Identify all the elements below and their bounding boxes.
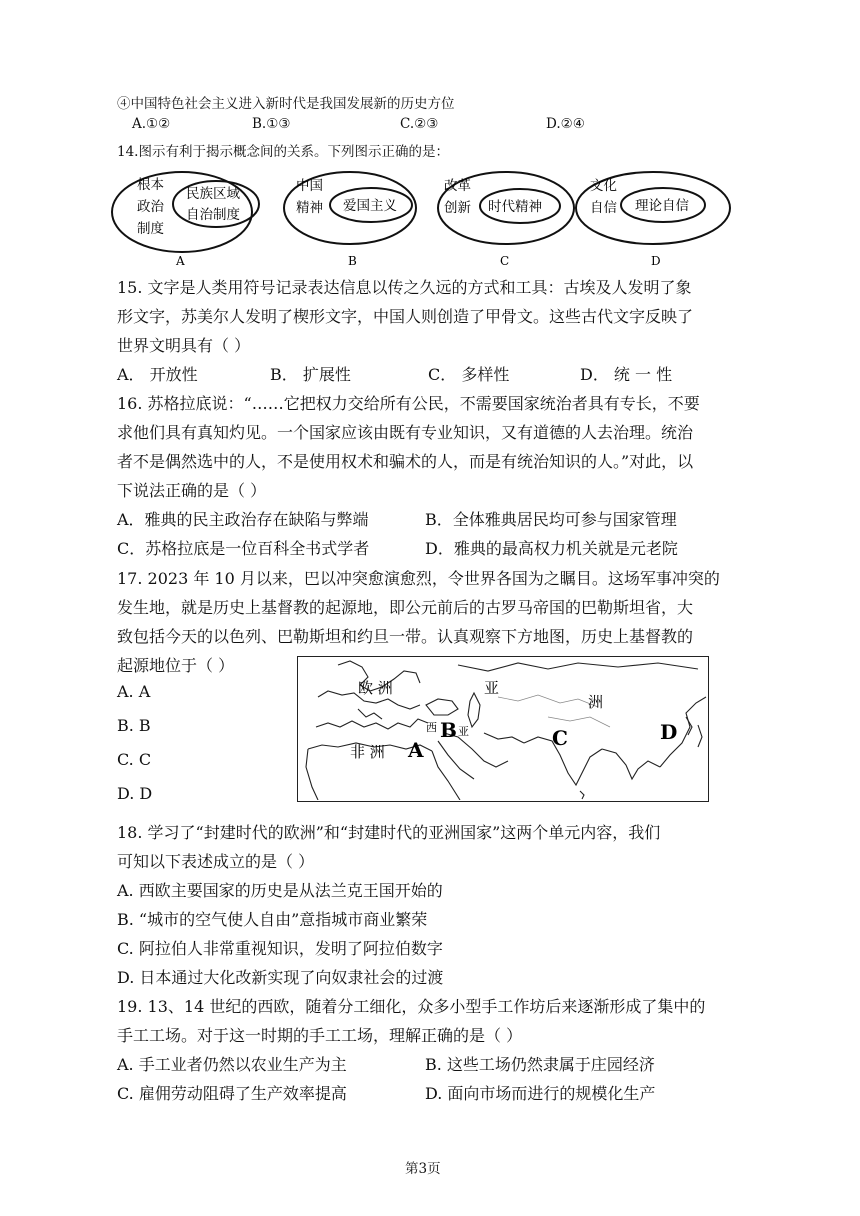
q17-line2: 发生地，就是历史上基督教的起源地，即公元前后的古罗马帝国的巴勒斯坦省，大 — [117, 598, 694, 617]
diagram-c-inner: 时代精神 — [488, 199, 542, 215]
q17-line4: 起源地位于（ ） — [117, 656, 235, 675]
map-label-asia-1: 亚 — [484, 679, 500, 697]
q18-line1: 18. 学习了“封建时代的欧洲”和“封建时代的亚洲国家”这两个单元内容，我们 — [117, 823, 661, 842]
q15-option-b: B． 扩展性 — [270, 365, 351, 384]
map-label-europe: 欧 洲 — [358, 679, 393, 697]
diagram-b-outer-1: 中国 — [296, 178, 323, 194]
diagram-b-outer-2: 精神 — [296, 200, 323, 216]
q13-option-c: C.②③ — [400, 116, 439, 132]
q17-line3: 致包括今天的以色列、巴勒斯坦和约旦一带。认真观察下方地图，历史上基督教的 — [117, 627, 694, 646]
diagram-d-inner: 理论自信 — [635, 198, 689, 214]
q19-option-a: A. 手工业者仍然以农业生产为主 — [117, 1055, 347, 1074]
q18-option-c: C. 阿拉伯人非常重视知识，发明了阿拉伯数字 — [117, 939, 443, 958]
diagram-c — [438, 172, 574, 268]
q15-option-d: D． 统 一 性 — [580, 365, 673, 384]
q19-option-d: D. 面向市场而进行的规模化生产 — [425, 1084, 656, 1103]
diagram-a-outer-1: 根本 — [137, 177, 164, 193]
q19-line1: 19. 13、14 世纪的西欧，随着分工细化，众多小型手工作坊后来逐渐形成了集中的 — [117, 997, 706, 1016]
q17-option-a: A. A — [117, 682, 151, 701]
map-label-ya: 亚 — [458, 725, 469, 738]
map-label-asia-2: 洲 — [588, 693, 604, 711]
diagram-c-letter: C — [500, 254, 510, 268]
q16-line1: 16. 苏格拉底说：“……它把权力交给所有公民，不需要国家统治者具有专长，不要 — [117, 394, 700, 413]
q17-option-d: D. D — [117, 784, 153, 803]
diagram-a — [112, 172, 259, 268]
q14-diagram-figure — [100, 162, 740, 272]
q15-option-c: C． 多样性 — [428, 365, 510, 384]
diagram-a-outer-3: 制度 — [137, 221, 164, 237]
q16-line4: 下说法正确的是（ ） — [117, 481, 267, 500]
q13-option-b: B.①③ — [252, 116, 291, 132]
diagram-d-outer-2: 自信 — [590, 200, 617, 216]
q17-map — [297, 656, 709, 802]
map-point-c: C — [552, 726, 568, 750]
q16-line3: 者不是偶然选中的人，不是使用权术和骗术的人，而是有统治知识的人。”对此，以 — [117, 452, 694, 471]
map-point-b: B — [440, 718, 457, 742]
diagram-d-outer-1: 文化 — [590, 178, 617, 194]
map-label-west: 西 — [426, 721, 437, 734]
q13-item4: ④中国特色社会主义进入新时代是我国发展新的历史方位 — [117, 96, 455, 112]
q15-line1: 15. 文字是人类用符号记录表达信息以传之久远的方式和工具：古埃及人发明了象 — [117, 278, 692, 297]
diagram-b-letter: B — [348, 254, 357, 268]
q17-option-b: B. B — [117, 716, 151, 735]
q16-option-b: B．全体雅典居民均可参与国家管理 — [425, 510, 677, 529]
diagram-b-inner: 爱国主义 — [343, 198, 397, 214]
diagram-d-letter: D — [651, 254, 661, 268]
diagram-b — [284, 172, 416, 268]
q13-option-d: D.②④ — [546, 116, 585, 132]
q15-line2: 形文字，苏美尔人发明了楔形文字，中国人则创造了甲骨文。这些古代文字反映了 — [117, 307, 694, 326]
map-label-africa: 非 洲 — [350, 743, 385, 761]
diagram-a-inner-2: 自治制度 — [186, 207, 240, 223]
q19-line2: 手工工场。对于这一时期的手工工场，理解正确的是（ ） — [117, 1026, 523, 1045]
q19-option-c: C. 雇佣劳动阻碍了生产效率提高 — [117, 1084, 347, 1103]
q14-stem: 14.图示有利于揭示概念间的关系。下列图示正确的是： — [117, 144, 449, 160]
diagram-a-letter: A — [176, 254, 185, 268]
q19-option-b: B. 这些工场仍然隶属于庄园经济 — [425, 1055, 655, 1074]
q18-option-b: B. “城市的空气使人自由”意指城市商业繁荣 — [117, 910, 428, 929]
q13-option-a: A.①② — [132, 116, 171, 132]
page-number: 第3页 — [405, 1161, 441, 1177]
map-point-d: D — [660, 720, 678, 744]
diagram-a-outer-2: 政治 — [137, 199, 164, 215]
q17-line1: 17. 2023 年 10 月以来，巴以冲突愈演愈烈，令世界各国为之瞩目。这场军事冲突的 — [117, 569, 720, 588]
q16-option-a: A．雅典的民主政治存在缺陷与弊端 — [117, 510, 369, 529]
q15-option-a: A． 开放性 — [117, 365, 198, 384]
diagram-c-outer-1: 改革 — [444, 178, 471, 194]
q16-line2: 求他们具有真知灼见。一个国家应该由既有专业知识，又有道德的人去治理。统治 — [117, 423, 694, 442]
q15-line3: 世界文明具有（ ） — [117, 336, 251, 355]
map-point-a: A — [408, 738, 424, 762]
diagram-d — [576, 172, 730, 268]
q16-option-d: D．雅典的最高权力机关就是元老院 — [425, 539, 678, 558]
q18-option-a: A. 西欧主要国家的历史是从法兰克王国开始的 — [117, 881, 443, 900]
q18-line2: 可知以下表述成立的是（ ） — [117, 852, 315, 871]
diagram-c-outer-2: 创新 — [444, 200, 471, 216]
q16-option-c: C．苏格拉底是一位百科全书式学者 — [117, 539, 370, 558]
q17-option-c: C. C — [117, 750, 152, 769]
diagram-a-inner-1: 民族区域 — [186, 186, 240, 202]
q18-option-d: D. 日本通过大化改新实现了向奴隶社会的过渡 — [117, 968, 444, 987]
